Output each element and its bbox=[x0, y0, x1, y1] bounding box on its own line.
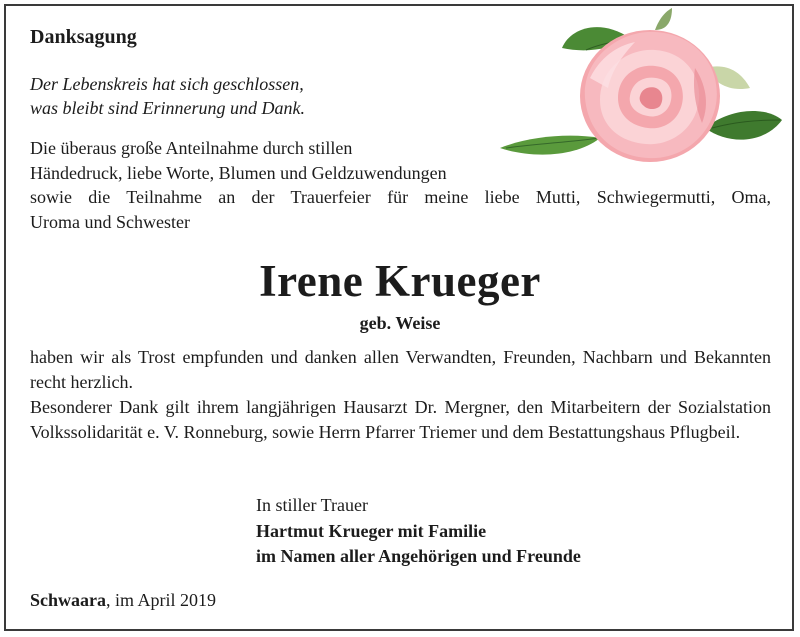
place-date bbox=[30, 590, 216, 611]
signature-intro: In stiller Trauer bbox=[256, 495, 368, 515]
intro-line-1: Die überaus große Anteilnahme durch stillen bbox=[30, 138, 353, 158]
intro-line-3: sowie die Teilnahme an der Trauerfeier für meine liebe Mutti, Schwiegermutti, Oma, bbox=[30, 187, 771, 207]
notice-heading: Danksagung bbox=[30, 26, 137, 48]
intro-line-4: Uroma und Schwester bbox=[30, 211, 190, 232]
rose-icon bbox=[490, 8, 790, 170]
motto bbox=[30, 72, 305, 120]
place-name: Schwaara bbox=[30, 590, 106, 610]
deceased-name: Irene Krueger bbox=[259, 256, 541, 306]
motto-line-1: Der Lebenskreis hat sich geschlossen, bbox=[30, 74, 304, 94]
thanks-paragraph-1: haben wir als Trost empfunden und danken allen Verwandten, Freunden, Nachbarn und Bekannten recht herzlich. bbox=[30, 347, 771, 392]
motto-line-2: was bleibt sind Erinnerung und Dank. bbox=[30, 98, 305, 118]
birth-name: geb. Weise bbox=[359, 313, 441, 333]
intro-line-2: Händedruck, liebe Worte, Blumen und Geldzuwendungen bbox=[30, 162, 447, 183]
signature-block bbox=[256, 493, 581, 570]
thanks-paragraph-2: Besonderer Dank gilt ihrem langjährigen Hausarzt Dr. Mergner, den Mitarbeitern der Sozialstation Volkssolidarität e. V. Ronneburg, sowie Herrn Pfarrer Triemer und dem Bestattungshaus Pflugbeil. bbox=[30, 397, 771, 442]
date-text: , im April 2019 bbox=[106, 590, 217, 610]
rose-petals bbox=[580, 30, 720, 162]
signature-line-1: Hartmut Krueger mit Familie bbox=[256, 520, 487, 541]
thanks-text bbox=[30, 345, 771, 445]
signature-line-2: im Namen aller Angehörigen und Freunde bbox=[256, 546, 581, 566]
